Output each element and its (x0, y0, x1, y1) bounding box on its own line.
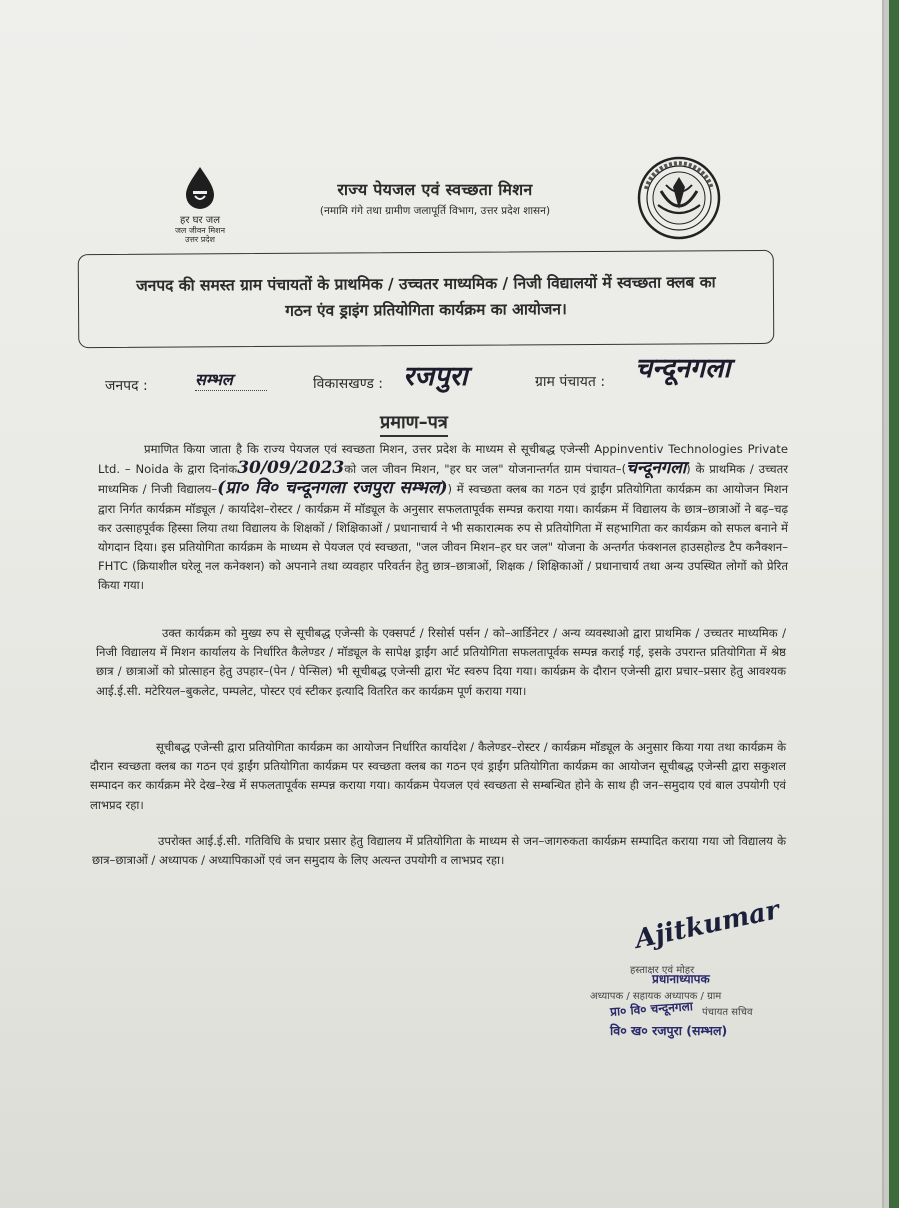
subject-line-2: गठन एंव ड्राइंग प्रतियोगिता कार्यक्रम का आयोजन। (285, 300, 567, 320)
janpad-value: सम्भल (195, 368, 267, 391)
paragraph-4: उपरोक्त आई.ई.सी. गतिविधि के प्रचार प्रसार हेतु विद्यालय में प्रतियोगिता के माध्यम से जन–जागरुकता कार्यक्रम सम्पादित कराया गया जो विद्यालय के छात्र–छात्राओं / अध्यापक / अध्यापिकाओं एवं जन समुदाय के लिए अत्यन्त उपयोगी व लाभप्रद रहा। (92, 834, 786, 868)
gram-panchayat-label: ग्राम पंचायत : (535, 374, 606, 390)
paragraph-1 (98, 440, 788, 596)
up-government-seal-icon (636, 155, 722, 241)
subject-line-1: जनपद की समस्त ग्राम पंचायतों के प्राथमिक / उच्चतर माध्यमिक / निजी विद्यालयों में स्वच्छता क्लब का (136, 273, 716, 295)
header-title-block (260, 178, 610, 218)
para1-text-a: प्रमाणित किया जाता है कि राज्य पेयजल एवं स्वच्छता मिशन, उत्तर प्रदेश के माध्यम से सूचीबद्ध एजेन्सी Appinventiv Technologies Private Ltd. – Noida के द्वारा दिनांक (98, 442, 788, 477)
water-drop-icon (182, 165, 218, 211)
janpad-label: जनपद : (105, 378, 148, 394)
paragraph-3: सूचीबद्ध एजेन्सी द्वारा प्रतियोगिता कार्यक्रम का आयोजन निर्धारित कार्यादेश / कैलेण्डर–रोस्टर / कार्यक्रम मॉड्यूल के अनुसार किया गया तथा कार्यक्रम के दौरान स्वच्छता क्लब का गठन एवं ड्राईंग प्रतियोगिता कार्यक्रम पर स्वच्छता क्लब का गठन एवं ड्राईंग प्रतियोगिता कार्यक्रम का आयोजन सूचीबद्ध एजेन्सी द्वारा सकुशल सम्पादन कर कार्यक्रम मेरे देख–रेख में सफलतापूर्वक सम्पन्न कराया गया। कार्यक्रम पेयजल एवं स्वच्छता से सम्बन्धित होने के साथ ही जन–समुदाय एवं बाल उपयोगी एवं लाभप्रद रहा। (90, 740, 786, 812)
signatory-designation: अध्यापक / सहायक अध्यापक / ग्राम (590, 991, 722, 1002)
block-value: रजपुरा (403, 361, 468, 392)
logo-text-mission: जल जीवन मिशन (174, 226, 226, 235)
para1-gram-panchayat: चन्दूनगला (626, 458, 687, 479)
header-subtitle: (नमामि गंगे तथा ग्रामीण जलापूर्ति विभाग, उत्तर प्रदेश शासन) (319, 205, 551, 217)
logo-text-state: उत्तर प्रदेश (185, 235, 215, 244)
school-name: (प्रा० वि० चन्दूनगला रजपुरा सम्भल) (217, 478, 448, 499)
certificate-title: प्रमाण–पत्र (380, 410, 448, 437)
gram-panchayat-value: चन्दूनगला (635, 353, 731, 384)
location-fields-row (105, 353, 805, 398)
paragraph-2: उक्त कार्यक्रम को मुख्य रुप से सूचीबद्ध एजेन्सी के एक्सपर्ट / रिसोर्स पर्सन / को–आर्डिनेटर / अन्य व्यवस्थाओ द्वारा प्राथमिक / उच्चतर माध्यमिक / निजी विद्यालय में मिशन कार्यालय के निर्धारित कैलेण्डर / मॉड्यूल के सापेक्ष ड्राईंग आर्ट प्रतियोगिता सफलतापूर्वक सम्पन्न कराई गई, इसके उपरान्त प्रतियोगिता में श्रेष्ठ छात्र / छात्राओं को प्रोत्साहन हेतु उपहार–(पेन / पेन्सिल) भी सूचीबद्ध एजेन्सी द्वारा भेंट स्वरुप दिया गया। कार्यक्रम के दौरान एजेन्सी द्वारा प्रचार–प्रसार हेतु आवश्यक आई.ई.सी. मटेरियल–बुकलेट, पम्पलेट, पोस्टर एवं स्टीकर इत्यादि वितरित कर कार्यक्रम पूर्ण कराया गया। (96, 626, 786, 698)
jal-jeevan-mission-logo (160, 165, 240, 244)
signatory-designation-2: पंचायत सचिव (702, 1007, 753, 1018)
para1-text-b: को जल जीवन मिशन, "हर घर जल" योजनान्तर्गत ग्राम पंचायत–( (344, 462, 627, 477)
para1-text-d: ) में स्वच्छता क्लब का गठन एवं ड्राईंग प्रतियोगिता कार्यक्रम का आयोजन मिशन द्वारा निर्गत कार्यक्रम मॉड्यूल / कार्यादेश–रोस्टर / कार्यक्रम में मॉड्यूल के अनुसार सफलतापूर्वक सम्पन्न कराया गया। कार्यक्रम में विद्यालय के छात्र–छात्राओं ने बढ़–चढ़ कर उत्साहपूर्वक हिस्सा लिया तथा विद्यालय के शिक्षकों / शिक्षिकाओं / प्रधानाचार्य ने भी सकारात्मक रुप से प्रतियोगिता में सहभागिता कर कार्यक्रम को सफल बनाने में योगदान दिया। इस प्रतियोगिता कार्यक्रम के माध्यम से पेयजल एवं स्वच्छता, "जल जीवन मिशन–हर घर जल" योजना के अन्तर्गत फंक्शनल हाउसहोल्ड टैप कनैक्शन–FHTC (क्रियाशील घरेलू नल कनेक्शन) को अपनाने तथा व्यवहार परिवर्तन हेतु छात्र–छात्राओं, शिक्षक / शिक्षिकाओं / प्रधानाचार्य तथा अन्य उपस्थित लोगों को प्रेरित किया गया। (98, 482, 788, 593)
subject-box (78, 250, 775, 348)
header-title: राज्य पेयजल एवं स्वच्छता मिशन (337, 180, 533, 199)
para1-text-c: ) के प्राथमिक / उच्चतर माध्यमिक / निजी विद्यालय– (98, 462, 789, 497)
stamp-designation: प्रधानाध्यापक (652, 972, 710, 986)
logo-text-har-ghar-jal: हर घर जल (180, 215, 220, 226)
program-date: 30/09/2023 (237, 458, 345, 479)
signature-block (590, 895, 790, 1050)
handwritten-signature: Ajitkumar (632, 895, 782, 955)
signature-caption: हस्ताक्षर एवं मोहर (630, 965, 695, 976)
stamp-school: प्रा० वि० चन्दूनगला (609, 999, 694, 1019)
stamp-block: वि० ख० रजपुरा (सम्भल) (610, 1023, 728, 1038)
block-label: विकासखण्ड : (313, 376, 384, 392)
background-edge (889, 0, 899, 1208)
